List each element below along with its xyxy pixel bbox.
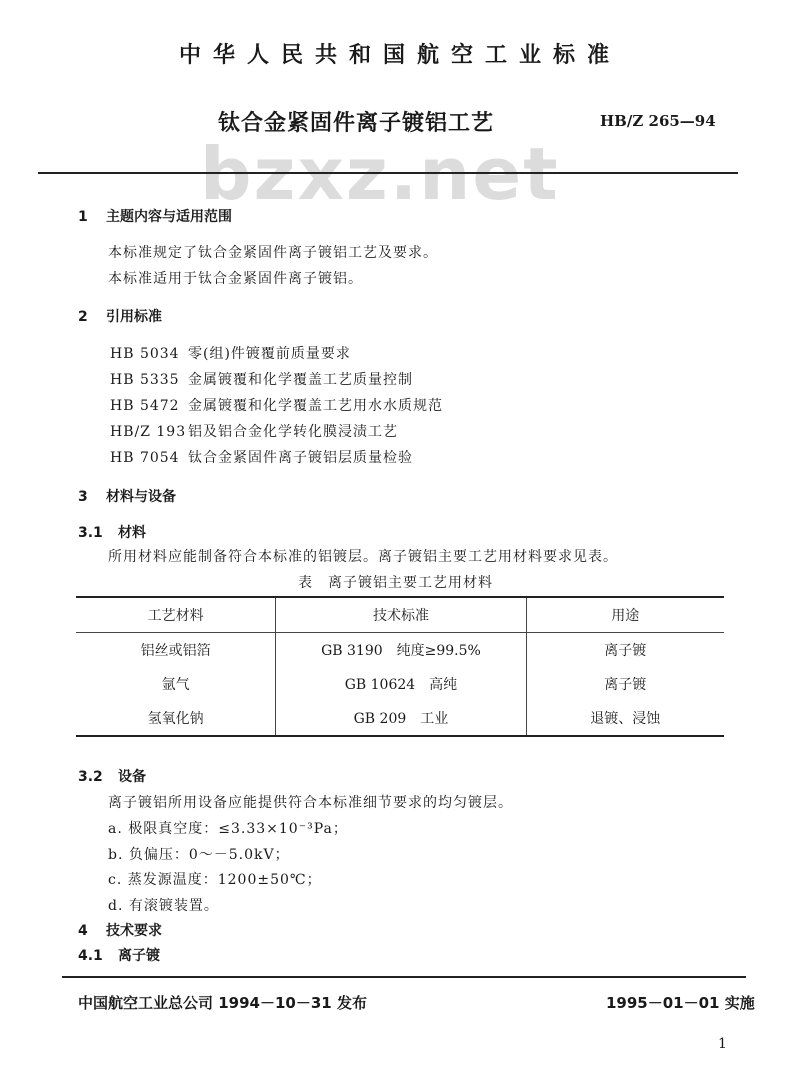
table-cell: 退镀、浸蚀: [590, 711, 661, 727]
table-cell: GB 3190 纯度≥99.5%: [276, 633, 526, 668]
equipment-item: c. 蒸发源温度：1200±50℃；: [108, 872, 322, 888]
footer-divider: [62, 976, 746, 978]
subsection-3-2-text: 离子镀铝所用设备应能提供符合本标准细节要求的均匀镀层。: [108, 795, 513, 811]
effective-date: 1995－01－01 实施: [606, 994, 755, 1012]
materials-table: [76, 596, 724, 737]
document-title: 钛合金紧固件离子镀铝工艺: [218, 111, 495, 136]
table-header-cell: 用途: [611, 608, 640, 624]
section-1-heading: [78, 206, 232, 226]
reference-name: 金属镀覆和化学覆盖工艺质量控制: [188, 372, 413, 388]
issued-date: 中国航空工业总公司 1994－10－31 发布: [78, 994, 367, 1012]
reference-item: [110, 447, 413, 467]
section-title: 主题内容与适用范围: [106, 209, 232, 225]
table-cell: 氩气: [76, 667, 276, 701]
subsection-number: 4.1: [78, 948, 103, 964]
watermark-text: bzxz.net: [200, 132, 560, 216]
reference-item: [110, 395, 443, 415]
reference-code: HB 5472: [110, 398, 180, 414]
subsection-number: 3.1: [78, 525, 103, 541]
subsection-3-1-heading: [78, 522, 146, 542]
section-number: 1: [78, 209, 88, 225]
reference-code: HB 5335: [110, 372, 180, 388]
table-cell: GB 209 工业: [276, 701, 526, 736]
section-1-paragraph: 本标准规定了钛合金紧固件离子镀铝工艺及要求。: [108, 245, 438, 261]
subsection-3-1-text: 所用材料应能制备符合本标准的铝镀层。离子镀铝主要工艺用材料要求见表。: [108, 549, 618, 565]
table-caption: 表 离子镀铝主要工艺用材料: [298, 575, 493, 591]
reference-item: [110, 343, 351, 363]
section-title: 技术要求: [106, 923, 162, 939]
reference-code: HB/Z 193: [110, 424, 187, 440]
table-row: [76, 667, 724, 701]
table-header-row: [76, 597, 724, 633]
subsection-title: 材料: [118, 525, 146, 541]
subsection-title: 离子镀: [118, 948, 160, 964]
subsection-number: 3.2: [78, 769, 103, 785]
table-header-cell: 技术标准: [276, 597, 526, 633]
section-4-heading: [78, 920, 162, 940]
section-2-heading: [78, 306, 162, 326]
section-number: 3: [78, 489, 88, 505]
equipment-item: b. 负偏压：0～－5.0kV；: [108, 847, 290, 863]
section-title: 引用标准: [106, 309, 162, 325]
subsection-4-1-heading: [78, 945, 160, 965]
reference-code: HB 5034: [110, 346, 180, 362]
subsection-title: 设备: [118, 769, 146, 785]
standard-series-heading: 中华人民共和国航空工业标准: [178, 43, 621, 68]
reference-name: 零(组)件镀覆前质量要求: [188, 346, 351, 362]
table-cell: 铝丝或铝箔: [76, 633, 276, 668]
section-number: 2: [78, 309, 88, 325]
subsection-3-2-heading: [78, 766, 146, 786]
equipment-item: a. 极限真空度：≤3.33×10⁻³Pa；: [108, 821, 348, 837]
section-title: 材料与设备: [106, 489, 176, 505]
reference-name: 铝及铝合金化学转化膜浸渍工艺: [188, 424, 398, 440]
section-1-paragraph: 本标准适用于钛合金紧固件离子镀铝。: [108, 271, 363, 287]
table-header-cell: 工艺材料: [76, 597, 276, 633]
section-number: 4: [78, 923, 88, 939]
table-cell: 离子镀: [604, 643, 647, 659]
document-number: HB/Z 265—94: [600, 112, 716, 130]
table-cell: GB 10624 高纯: [276, 667, 526, 701]
page-number: 1: [718, 1036, 727, 1052]
reference-code: HB 7054: [110, 450, 180, 466]
table-row: [76, 633, 724, 668]
table-cell: 离子镀: [604, 677, 647, 693]
header-divider: [38, 172, 738, 174]
equipment-item: d. 有滚镀装置。: [108, 898, 219, 914]
reference-name: 钛合金紧固件离子镀铝层质量检验: [188, 450, 413, 466]
reference-name: 金属镀覆和化学覆盖工艺用水水质规范: [188, 398, 443, 414]
section-3-heading: [78, 486, 176, 506]
table-row: [76, 701, 724, 736]
reference-item: [110, 421, 398, 441]
reference-item: [110, 369, 413, 389]
table-cell: 氢氧化钠: [76, 701, 276, 736]
